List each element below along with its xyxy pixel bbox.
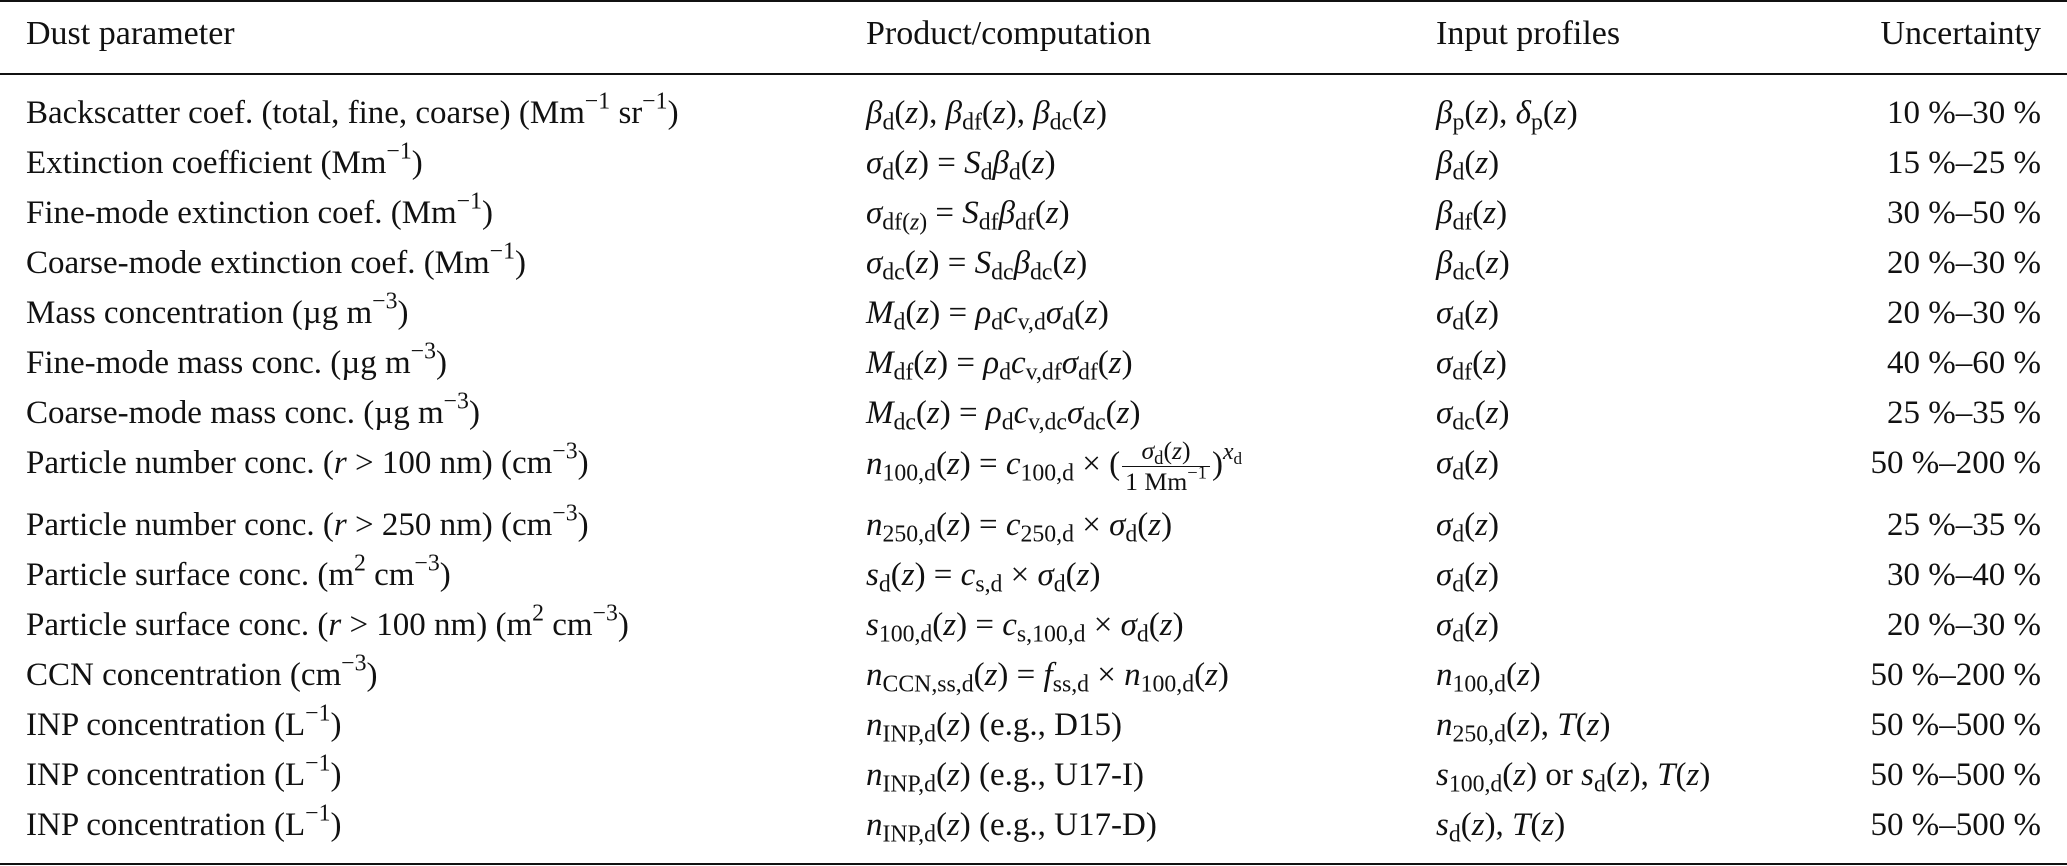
dust-parameter-cell: Particle number conc. (r > 100 nm) $(cm^{-3})$ (26, 438, 589, 481)
table-row (0, 138, 2067, 188)
dust-parameter-cell: INP concentration $(L^{-1})$ (26, 800, 342, 843)
table-row (0, 700, 2067, 750)
header-input-profiles: Input profiles (1436, 15, 1621, 52)
input-profiles-cell: $\sigma_d(z)$ (1436, 445, 1499, 486)
uncertainty-cell: 40 %–60 % (1887, 345, 2041, 381)
input-profiles-cell: $\beta_d(z)$ (1436, 145, 1500, 186)
dust-parameter-cell: CCN concentration $(cm^{-3})$ (26, 650, 378, 693)
input-profiles-cell: $\sigma_d(z)$ (1436, 607, 1499, 648)
header-uncertainty: Uncertainty (1880, 15, 2041, 52)
product-computation-cell: $M_{dc}(z) = \rho_dc_{v,dc}\sigma_{dc}(z)$ (866, 395, 1141, 436)
table-row (0, 88, 2067, 138)
dust-parameter-cell: Extinction coefficient $(Mm^{-1})$ (26, 138, 423, 181)
input-profiles-cell: $\beta_{dc}(z)$ (1436, 245, 1510, 286)
uncertainty-cell: 20 %–30 % (1887, 245, 2041, 281)
product-computation-cell: $\sigma_{dc}(z) = S_{dc}\beta_{dc}(z)$ (866, 245, 1088, 286)
table-row (0, 650, 2067, 700)
table-row (0, 338, 2067, 388)
product-computation-cell: $n_{100,d}(z) = c_{100,d}$ × ( $\frac{\sigma_d(z)}{1 Mm^{-1}}$ )$^{x_d}$ (866, 436, 1243, 496)
dust-parameter-cell: Fine-mode extinction coef. $(Mm^{-1})$ (26, 188, 494, 231)
uncertainty-cell: 30 %–50 % (1887, 195, 2041, 231)
product-computation-cell: $n_{INP,d}(z)$ (e.g., U17-D) (866, 807, 1157, 848)
header-dust-parameter: Dust parameter (26, 15, 235, 52)
table-row (0, 436, 2067, 496)
product-computation-cell: $M_{df}(z) = \rho_dc_{v,df}\sigma_{df}(z)$ (866, 345, 1133, 386)
dust-parameter-cell: Coarse-mode mass conc. (µg $m^{-3}$) (26, 388, 480, 431)
uncertainty-cell: 25 %–35 % (1887, 507, 2041, 543)
input-profiles-cell: $n_{250,d}(z)$, T(z) (1436, 707, 1611, 748)
uncertainty-cell: 30 %–40 % (1887, 557, 2041, 593)
dust-parameter-cell: Particle surface conc. ($m^2$ $cm^{-3}$) (26, 550, 451, 593)
table-row (0, 288, 2067, 338)
dust-parameter-cell: Backscatter coef. (total, fine, coarse) ($Mm^{-1}$ $sr^{-1}$) (26, 88, 679, 131)
uncertainty-cell: 50 %–500 % (1870, 807, 2041, 843)
input-profiles-cell: $s_{100,d}(z)$ or $s_d(z)$, T(z) (1436, 757, 1711, 798)
product-computation-cell: $n_{INP,d}(z)$ (e.g., U17-I) (866, 757, 1144, 798)
input-profiles-cell: $s_d(z)$, T(z) (1436, 807, 1566, 848)
table-row (0, 600, 2067, 650)
uncertainty-cell: 50 %–200 % (1870, 657, 2041, 693)
dust-parameter-cell: Fine-mode mass conc. (µg $m^{-3}$) (26, 338, 447, 381)
uncertainty-cell: 50 %–500 % (1870, 707, 2041, 743)
uncertainty-cell: 25 %–35 % (1887, 395, 2041, 431)
table-row (0, 500, 2067, 550)
dust-parameter-cell: Coarse-mode extinction coef. $(Mm^{-1})$ (26, 238, 526, 281)
input-profiles-cell: $\beta_p(z)$, $\delta_p(z)$ (1436, 95, 1578, 136)
input-profiles-cell: $\sigma_{df}(z)$ (1436, 345, 1507, 386)
input-profiles-cell: $\sigma_d(z)$ (1436, 295, 1499, 336)
dust-parameter-cell: Particle surface conc. (r > 100 nm) ($m^2$ $cm^{-3}$) (26, 600, 629, 643)
product-computation-cell: $\beta_d(z)$, $\beta_{df}(z)$, $\beta_{dc}(z)$ (866, 95, 1107, 136)
input-profiles-cell: $n_{100,d}(z)$ (1436, 657, 1541, 698)
input-profiles-cell: $\beta_{df}(z)$ (1436, 195, 1508, 236)
table-row (0, 238, 2067, 288)
product-computation-cell: $s_d(z) = c_{s,d} \times \sigma_d(z)$ (866, 557, 1101, 598)
table-row (0, 750, 2067, 800)
input-profiles-cell: $\sigma_d(z)$ (1436, 507, 1499, 548)
table-bottom-rule (0, 863, 2067, 865)
input-profiles-cell: $\sigma_{dc}(z)$ (1436, 395, 1510, 436)
dust-parameter-cell: INP concentration $(L^{-1})$ (26, 750, 342, 793)
uncertainty-cell: 20 %–30 % (1887, 295, 2041, 331)
table-row (0, 388, 2067, 438)
table-top-rule (0, 0, 2067, 2)
uncertainty-cell: 20 %–30 % (1887, 607, 2041, 643)
dust-parameter-cell: Particle number conc. (r > 250 nm) $(cm^{-3})$ (26, 500, 589, 543)
uncertainty-cell: 50 %–500 % (1870, 757, 2041, 793)
product-computation-cell: $\sigma_{df(z)} = S_{df}\beta_{df}(z)$ (866, 195, 1070, 236)
header-rule (0, 73, 2067, 75)
table-row (0, 188, 2067, 238)
product-computation-cell: $M_d(z) = \rho_dc_{v,d}\sigma_d(z)$ (866, 295, 1109, 336)
table-row (0, 800, 2067, 850)
dust-parameter-cell: INP concentration $(L^{-1})$ (26, 700, 342, 743)
product-computation-cell: $s_{100,d}(z) = c_{s,100,d} \times \sigma_d(z)$ (866, 607, 1184, 648)
input-profiles-cell: $\sigma_d(z)$ (1436, 557, 1499, 598)
dust-parameter-cell: Mass concentration (µg $m^{-3}$) (26, 288, 409, 331)
product-computation-cell: $n_{250,d}(z) = c_{250,d} \times \sigma_d(z)$ (866, 507, 1173, 548)
product-computation-cell: $n_{CCN,ss,d}(z) = f_{ss,d} \times n_{100,d}(z)$ (866, 657, 1229, 698)
table-row (0, 550, 2067, 600)
header-product-computation: Product/computation (866, 15, 1152, 52)
uncertainty-cell: 15 %–25 % (1887, 145, 2041, 181)
uncertainty-cell: 50 %–200 % (1870, 445, 2041, 481)
uncertainty-cell: 10 %–30 % (1887, 95, 2041, 131)
product-computation-cell: $\sigma_d(z) = S_d\beta_d(z)$ (866, 145, 1056, 186)
product-computation-cell: $n_{INP,d}(z)$ (e.g., D15) (866, 707, 1122, 748)
